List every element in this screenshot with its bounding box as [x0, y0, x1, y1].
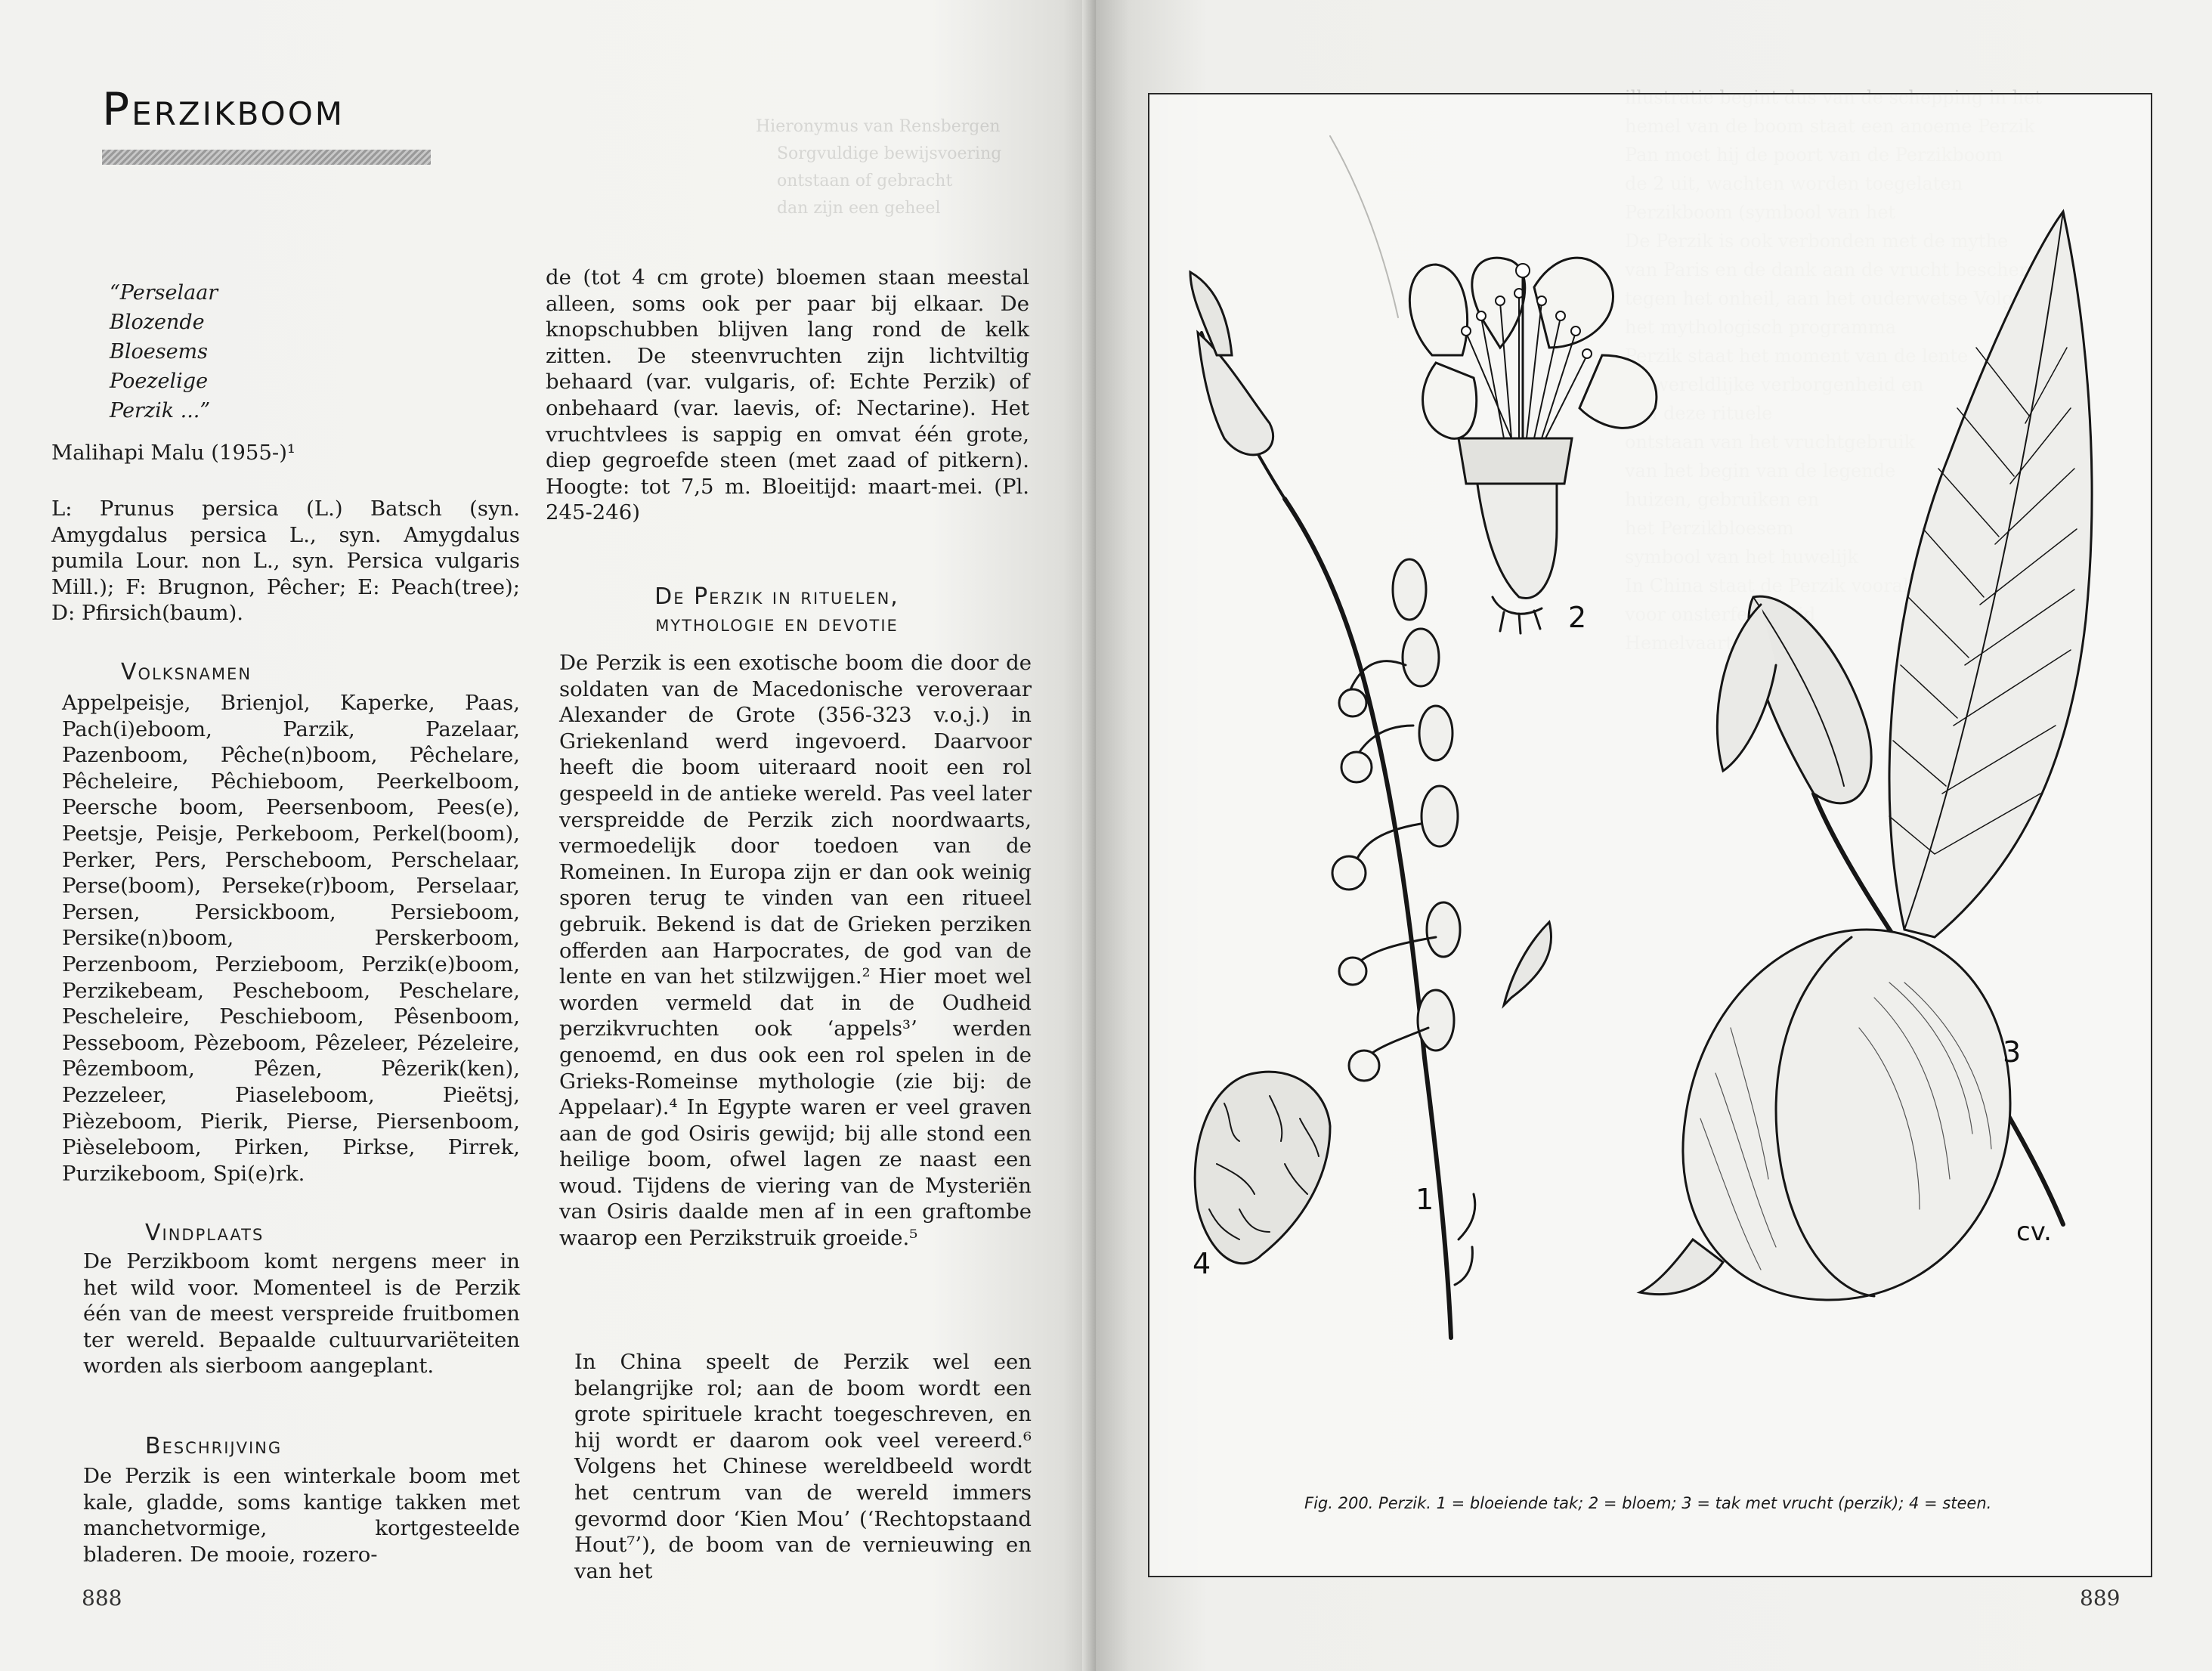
- figure-label-3: 3: [2003, 1035, 2022, 1069]
- poem-line: Perzik ...”: [110, 399, 211, 422]
- beschrijving-text-col1: De Perzik is een winterkale boom met kale, gladde, soms kantige takken met manchetvormige, kortgesteelde bladeren. De mooie, rozero-: [83, 1464, 520, 1567]
- artist-signature: cv.: [2016, 1217, 2052, 1247]
- figure-label-1: 1: [1415, 1183, 1434, 1216]
- peach-flower: [1409, 258, 1657, 633]
- flower-buds: [1332, 559, 1551, 1285]
- large-leaf: [1889, 212, 2092, 937]
- rituelen-paragraph-1: De Perzik is een exotische boom die door de soldaten van de Macedonische veroveraar Alexander de Grote (356-323 v.o.j.) in Griekenland werd ingevoerd. Daarvoor heeft die boom uiteraard nooit een rol gespeeld in de antieke wereld. Pas veel later verspreidde de Perzik zich noordwaarts, vermoedelijk door toedoen van de Romeinen. In Europa zijn er dan ook weinig sporen terug te vinden van een ritueel gebruik. Bekend is dat de Grieken perziken offerden aan Harpocrates, de god van de lente en van het stilzwijgen.² Hier moet wel worden vermeld dat in de Oudheid perzikvruchten ook ‘appels³’ werden genoemd, en dus ook een rol spelen in de Grieks-Romeinse mythologie (zie bij: de Appelaar).⁴ In Egypte waren er veel graven aan de god Osiris gewijd; bij alle stond een heilige boom, ofwel lagen ze naast een woud. Tijdens de viering van de Mysteriën van Osiris daalde men af in een graftombe waarop een Perzikstruik groeide.⁵: [559, 651, 1032, 1251]
- latin-names: L: Prunus persica (L.) Batsch (syn. Amygdalus persica L., syn. Amygdalus pumila Lour. non L., syn. Persica vulgaris Mill.); F: Brugnon, Pêcher; E: Peach(tree); D: Pfirsich(baum).: [51, 497, 520, 626]
- chapter-title: Perzikboom: [102, 83, 345, 136]
- poem-line: Blozende: [110, 311, 205, 334]
- figure-label-2: 2: [1568, 601, 1587, 634]
- beschrijving-text-col2: de (tot 4 cm grote) bloemen staan meestal alleen, soms ook per paar bij elkaar. De knopschubben blijven lang rond de kelk zitten. De steenvruchten zijn lichtviltig behaard (var. vulgaris, of: Echte Perzik) of onbehaard (var. laevis, of: Nectarine). Het vruchtvlees is sappig en omvat één grote, diep gegroefde steen (met zaad of pitkern). Hoogte: tot 7,5 m. Bloeitijd: maart-mei. (Pl. 245-246): [546, 265, 1029, 525]
- page-number-right: 889: [2080, 1586, 2121, 1611]
- heading-beschrijving: Beschrijving: [145, 1433, 283, 1459]
- show-through-text: Hieronymus van Rensbergen Sorgvuldige bewijsvoering ontstaan of gebracht dan zijn een geheel: [756, 117, 1002, 218]
- peach-fruit: [1683, 930, 2010, 1300]
- figure-label-4: 4: [1193, 1247, 1211, 1280]
- poem-author: Malihapi Malu (1955-)¹: [51, 441, 295, 465]
- poem-line: “Perselaar: [110, 281, 218, 305]
- heading-volksnamen: Volksnamen: [121, 659, 252, 685]
- heading-rituelen-line2: mythologie en devotie: [655, 611, 899, 637]
- fruit-branch: [1640, 212, 2092, 1300]
- volksnamen-text: Appelpeisje, Brienjol, Kaperke, Paas, Pach(i)eboom, Parzik, Pazelaar, Pazenboom, Pêche(n)boom, Pêchelare, Pêcheleire, Pêchieboom, Peerkelboom, Peersche boom, Peersenboom, Pees(e), Peetsje, Peisje, Perkeboom, Perkel(boom), Perker, Pers, Perscheboom, Perschelaar, Perse(boom), Perseke(r)boom, Perselaar, Persen, Persickboom, Persieboom, Persike(n)boom, Perskerboom, Perzenboom, Perzieboom, Perzik(e)boom, Perzikebeam, Pescheboom, Peschelare, Pescheleire, Peschieboom, Pêsenboom, Pesseboom, Pèzeboom, Pêzeleer, Pézeleire, Pêzemboom, Pêzen, Pêzerik(ken), Pezzeleer, Piaseleboom, Pieëtsj, Pièzeboom, Pierik, Pierse, Piersenboom, Pièseleboom, Pirken, Pirkse, Pirrek, Purzikeboom, Spi(e)rk.: [62, 691, 520, 1186]
- vindplaats-text: De Perzikboom komt nergens meer in het wild voor. Momenteel is de Perzik één van de meest verspreide fruitbomen ter wereld. Bepaalde cultuurvariëteiten worden als sierboom aangeplant.: [83, 1249, 520, 1379]
- heading-vindplaats: Vindplaats: [145, 1220, 265, 1246]
- heading-rituelen-line1: De Perzik in rituelen,: [654, 583, 899, 610]
- peach-stone: [1195, 1072, 1330, 1264]
- figure-caption: Fig. 200. Perzik. 1 = bloeiende tak; 2 = bloem; 3 = tak met vrucht (perzik); 4 = steen.: [1304, 1494, 1992, 1512]
- page-number-left: 888: [82, 1586, 122, 1611]
- poem-line: Poezelige: [110, 370, 209, 393]
- rituelen-paragraph-2: In China speelt de Perzik wel een belangrijke rol; aan de boom wordt een grote spirituele kracht toegeschreven, en hij wordt er daarom ook veel vereerd.⁶ Volgens het Chinese wereldbeeld wordt het centrum van de wereld immers gevormd door ‘Kien Mou’ (‘Rechtopstaand Hout⁷’), de boom van de vernieuwing en van het: [574, 1350, 1032, 1583]
- poem-line: Bloesems: [110, 340, 209, 364]
